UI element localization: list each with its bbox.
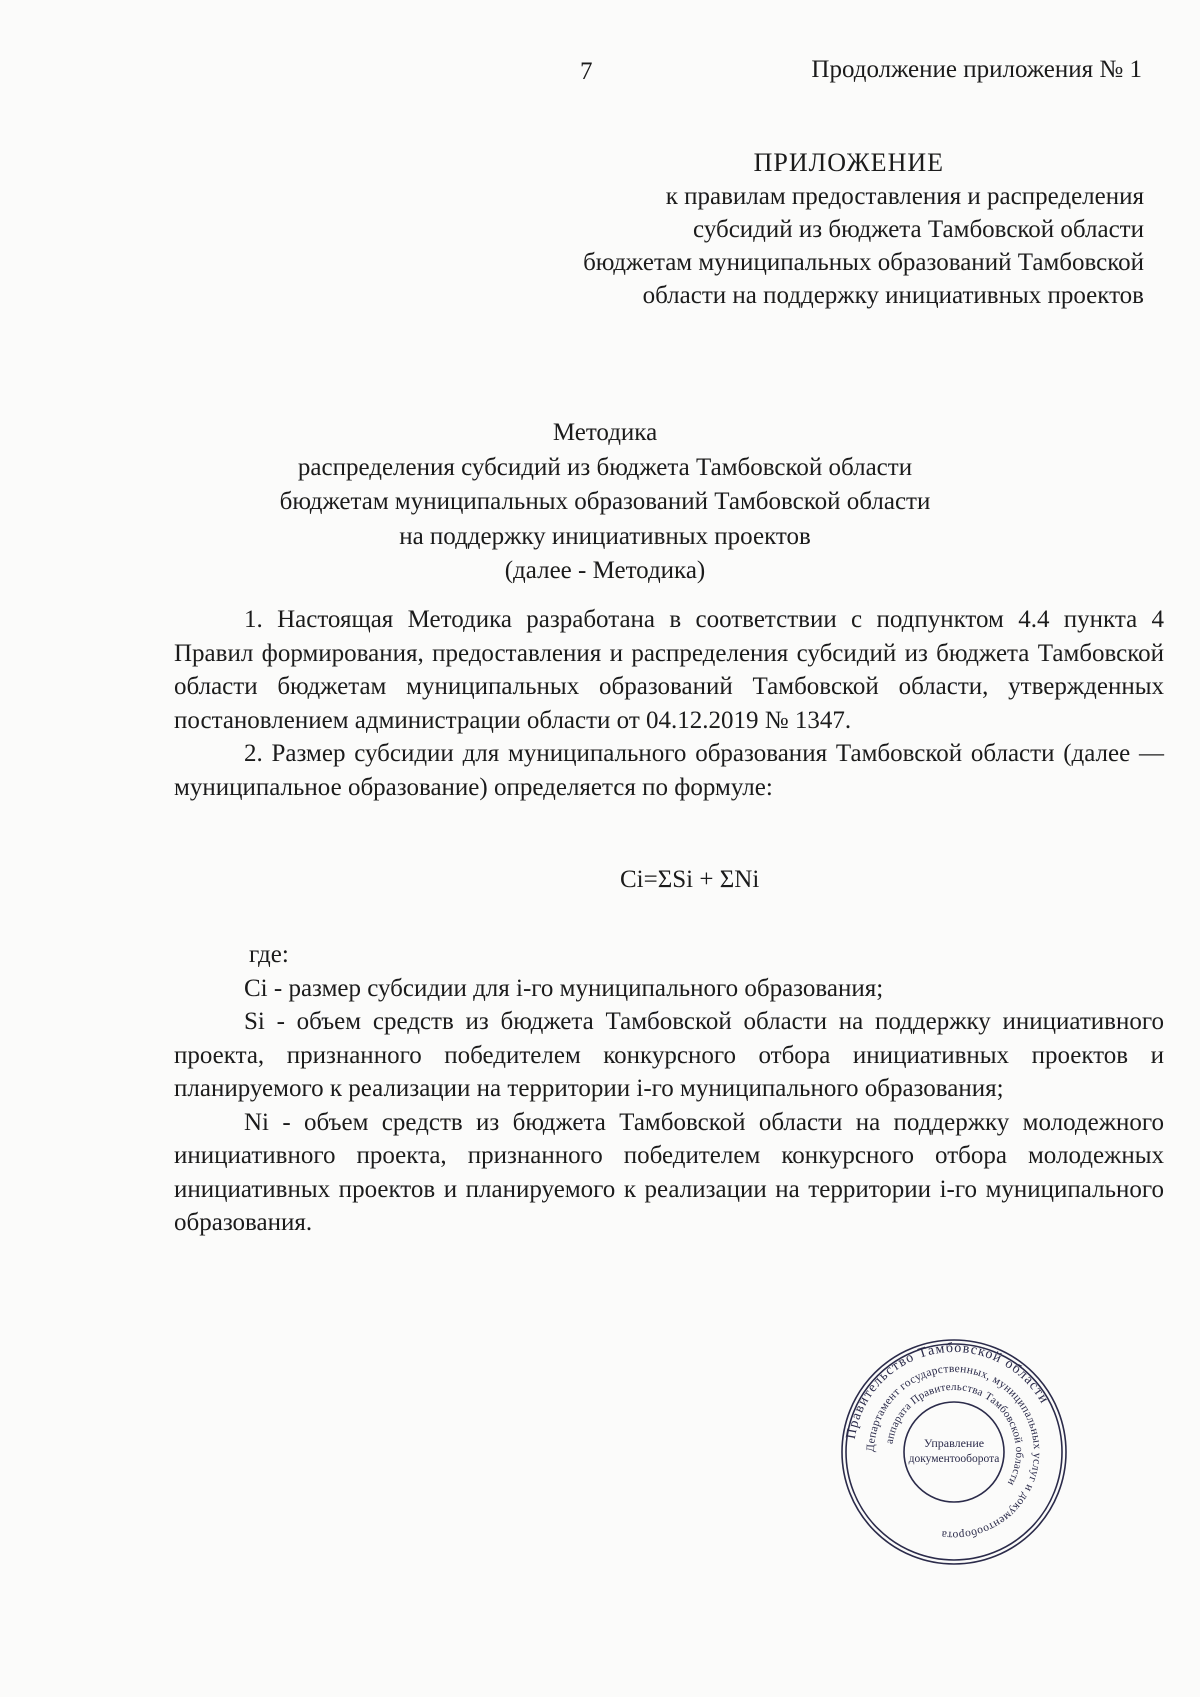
- paragraph-1: 1. Настоящая Методика разработана в соответствии с подпунктом 4.4 пункта 4 Правил формирования, предоставления и распределения субсидий из бюджета Тамбовской области бюджетам муниципальных образований Тамбовской области, утвержденных постановлением администрации области от 04.12.2019 № 1347.: [174, 606, 1164, 734]
- appendix-title: ПРИЛОЖЕНИЕ: [753, 148, 944, 177]
- stamp-center-line2: документооборота: [908, 1453, 1000, 1465]
- stamp-middle-text: Департамент государственных, муниципальных услуг и документооборота: [864, 1362, 1044, 1542]
- stamp-center-line1: Управление: [923, 1436, 985, 1450]
- title-line: на поддержку инициативных проектов: [399, 522, 811, 550]
- page-number: 7: [580, 58, 593, 85]
- appendix-line: субсидий из бюджета Тамбовской области: [693, 216, 1144, 243]
- appendix-line: бюджетам муниципальных образований Тамбовской: [583, 249, 1144, 276]
- where-label: где:: [249, 941, 289, 968]
- title-line: распределения субсидий из бюджета Тамбовской области: [297, 453, 913, 481]
- title-line: Методика: [552, 419, 658, 446]
- definition-ci: Ci - размер субсидии для i-го муниципального образования;: [244, 974, 884, 1002]
- title-line: (далее - Методика): [504, 557, 706, 584]
- definitions: [174, 938, 1164, 1240]
- definition-ni: Ni - объем средств из бюджета Тамбовской области на поддержку молодежного инициативного проекта, признанного победителем конкурсного отбора молодежных инициативных проектов и планируемого к реализации на территории i-го муниципального образования.: [174, 1108, 1164, 1236]
- body-paragraphs: [174, 603, 1164, 804]
- stamp-outer-text: Правительство Тамбовской области: [843, 1340, 1052, 1441]
- formula: Ci=ΣSi + ΣNi: [620, 866, 760, 893]
- appendix-line: области на поддержку инициативных проектов: [642, 282, 1144, 309]
- official-stamp: [838, 1336, 1070, 1568]
- stamp-inner-text: аппарата Правительства Тамбовской области: [883, 1380, 1026, 1488]
- appendix-header: [524, 146, 1144, 312]
- appendix-continuation: Продолжение приложения № 1: [811, 56, 1142, 83]
- paragraph-2: 2. Размер субсидии для муниципального образования Тамбовской области (далее — муниципальное образование) определяется по формуле:: [174, 740, 1164, 801]
- title-line: бюджетам муниципальных образований Тамбовской области: [279, 488, 931, 515]
- document-title: [165, 416, 1045, 589]
- appendix-line: к правилам предоставления и распределения: [665, 183, 1144, 210]
- definition-si: Si - объем средств из бюджета Тамбовской области на поддержку инициативного проекта, признанного победителем конкурсного отбора инициативных проектов и планируемого к реализации на территории i-го муниципального образования;: [174, 1008, 1164, 1102]
